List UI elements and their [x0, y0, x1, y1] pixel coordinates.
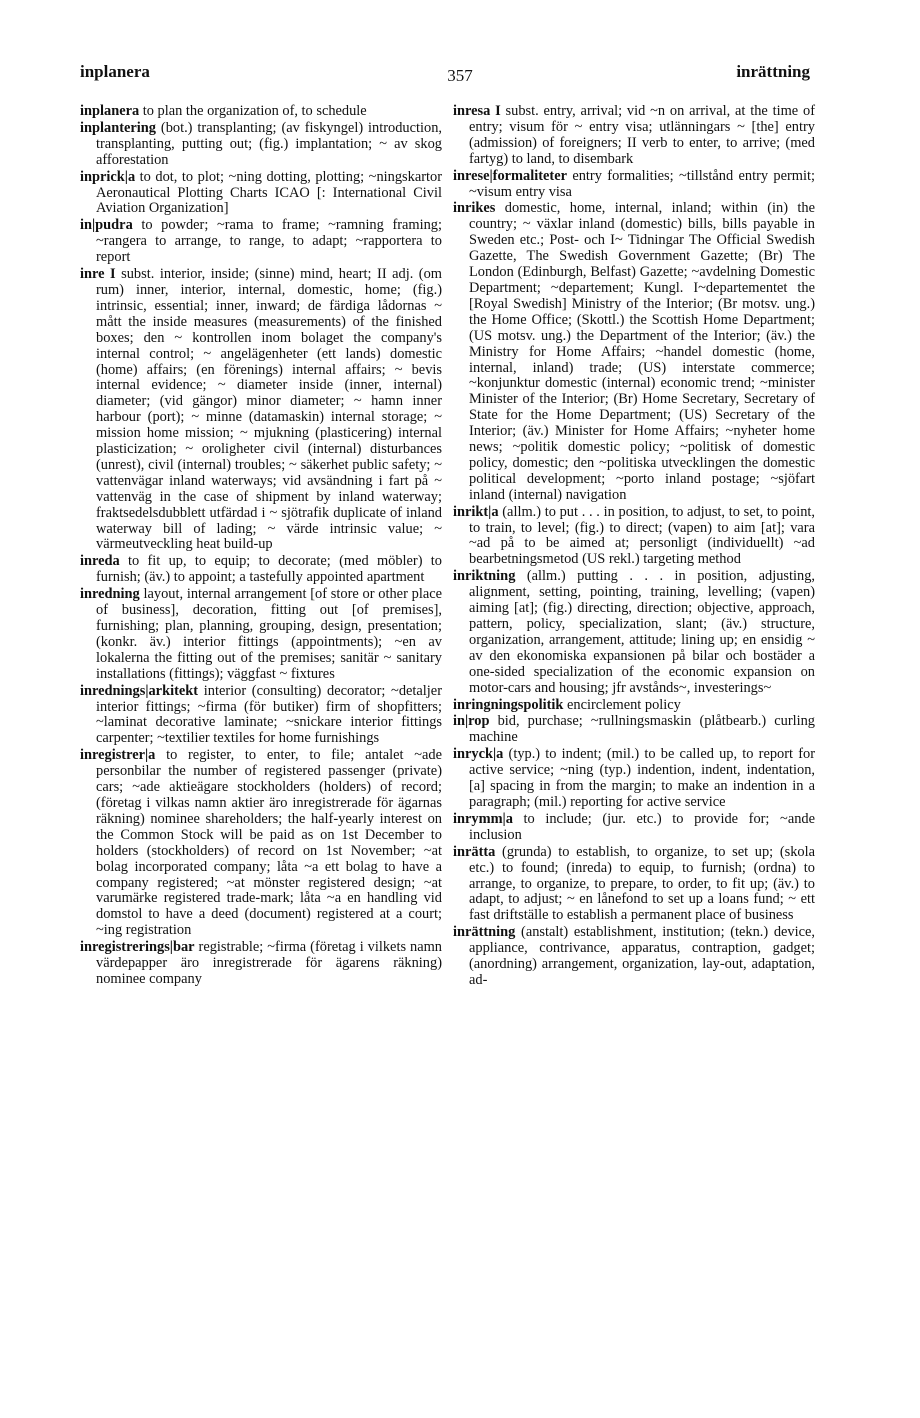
definition: bid, purchase; ~rullningsmaskin (plåtbearb.) curling machine: [469, 713, 815, 746]
right-column: [453, 104, 815, 990]
entry: [453, 747, 815, 811]
headword: inrättning: [453, 924, 516, 941]
definition: (bot.) transplanting; (av fiskyngel) introduction, transplanting, putting out; (fig.) implantation; ~ av skog afforestation: [96, 119, 442, 168]
headword: inrednings|arkitekt: [80, 682, 199, 699]
entry: [453, 714, 815, 746]
page-number: 357: [447, 66, 473, 85]
entry: [453, 925, 815, 989]
left-guide-word: inplanera: [80, 62, 150, 81]
headword: inrikt|a: [453, 503, 499, 520]
definition: registrable; ~firma (företag i vilkets namn värdepapper äro inregistrerade för ägarens räkning) nominee company: [96, 939, 442, 987]
entry: [80, 554, 442, 586]
definition: to fit up, to equip; to decorate; (med möbler) to furnish; (äv.) to appoint; a tastefully appointed apartment: [96, 553, 442, 586]
definition: to powder; ~rama to frame; ~ramning framing; ~rangera to arrange, to range, to adapt; ~rapportera to report: [96, 217, 442, 266]
entry: [80, 940, 442, 988]
entry: [80, 104, 442, 120]
headword: inriktning: [453, 568, 516, 585]
entry: [453, 505, 815, 569]
definition: to dot, to plot; ~ning dotting, plotting; ~ningskartor Aeronautical Plotting Charts ICAO [: International Civil Aviation Organization]: [96, 168, 442, 217]
definition: interior (consulting) decorator; ~detaljer interior fittings; ~firma (för butiker) firm of shopfitters; ~laminat decorative laminate; ~snickare interior fittings carpenter; ~textilier textiles for home furnishings: [96, 682, 442, 747]
headword: inplantering: [80, 119, 156, 136]
headword: inregistrer|a: [80, 747, 156, 764]
headword: inregistrerings|bar: [80, 939, 195, 956]
definition: layout, internal arrangement [of store or other place of business], decoration, fitting out [of premises], furnishing; plan, planning, grouping, design, presentation; (konkr. äv.) interior fittings (appointments); ~en av lokalerna the fitting out of the premises; sanitär ~ sanitary installations (fittings); väggfast ~ fixtures: [96, 586, 442, 682]
definition: to include; (jur. etc.) to provide for; ~ande inclusion: [469, 810, 815, 843]
definition: subst. interior, inside; (sinne) mind, heart; II adj. (om rum) inner, interior, internal, domestic, home; (fig.) intrinsic, essential; inner, inward; de färdiga lådornas ~ mått the inside measures (measurements) of the finished boxes; den ~ kontrollen inom bolaget the company's internal control; ~ angelägenheter (ett lands) domestic (home) affairs; (en förenings) internal affairs; ~ bevis internal evidence; ~ diameter inside (inner, internal) diameter; (vid gängor) minor diameter; ~ hamn inner harbour (port); ~ minne (datamaskin) internal storage; ~ mission home mission; ~ mjukning (plasticering) internal plasticization; ~ oroligheter civil (internal) disturbances (unrest), civil (internal) troubles; ~ säkerhet public safety; ~ vattenvägar inland waterways; vid avsändning i fart på ~ vattenväg in the case of shipment by inland waterway; fraktsedelsdubblett utfärdad i ~ sjötrafik duplicate of inland waterway bill of lading; ~ värde intrinsic value; ~ värmeutveckling heat build-up: [96, 266, 442, 553]
definition: (typ.) to indent; (mil.) to be called up, to report for active service; ~ning (typ.) indention, indent, indentation, [a] spacing in from the margin; to make an indention in a paragraph; (mil.) reporting for active service: [469, 746, 815, 810]
headword: inprick|a: [80, 168, 136, 185]
entry: [453, 812, 815, 844]
entry: [80, 218, 442, 266]
left-column: [80, 104, 442, 989]
headword: in|rop: [453, 713, 490, 730]
definition: entry formalities; ~tillstånd entry permit; ~visum entry visa: [469, 167, 815, 200]
definition: domestic, home, internal, inland; within (in) the country; ~ växlar inland (domestic) bills, bills payable in Sweden etc.; Post- och I~ Tidningar The Official Swedish Gazette, The Swedish Government Gazette; (Br) The London (Edinburgh, Belfast) Gazette; ~avdelning Domestic Department; ~departement; Kungl. I~departementet the [Royal Swedish] Ministry of the Interior; (Br motsv. ung.) the Home Office; (Skottl.) the Scottish Home Department; (US motsv. ung.) the Department of the Interior; (äv.) the Ministry for Home Affairs; ~handel domestic (home, internal, inland) trade; (US) interstate commerce; ~konjunktur domestic (internal) economic trend; ~minister Minister of the Interior; (Br) Home Secretary, Secretary of State for the Home Department; (US) Secretary of the Interior; (äv.) Minister for Home Affairs; ~nyheter home news; ~politik domestic policy; ~politisk of domestic policy, domestic; den ~politiska utvecklingen the domestic political development; ~porto inland postage; ~sjöfart inland (internal) navigation: [469, 200, 815, 503]
headword: inreda: [80, 553, 120, 570]
entry: [80, 170, 442, 218]
entry: [453, 104, 815, 168]
headword: inringningspolitik: [453, 696, 564, 713]
entry: [453, 569, 815, 696]
entry: [453, 698, 815, 714]
definition: to register, to enter, to file; antalet ~ade personbilar the number of registered passenger (private) cars; ~ade aktieägare stockholders (holders) of record; (företag i vilkas namn aktier äro inregistrerade för ägarnas räkning) nominee shareholders; the half-yearly interest on the Common Stock will be paid as on 1st December to holders (stockholders) of record on 1st November; ~at bolag incorporated company; låta ~a ett bolag to have a company registered; ~at mönster registered design; ~at varumärke registered trade-mark; låta ~a en handling vid domstol to have a deed (document) registered at a court; ~ing registration: [96, 747, 442, 939]
headword: inrese|formaliteter: [453, 167, 567, 184]
headword: inrymm|a: [453, 810, 513, 827]
headword: inredning: [80, 586, 140, 603]
entry: [453, 201, 815, 503]
entry: [80, 587, 442, 682]
definition: subst. entry, arrival; vid ~n on arrival, at the time of entry; visum för ~ entry visa; utlänningars ~ [the] entry (admission) of foreigners; II verb to enter, to arrive; (med fartyg) to land, to disembark: [469, 103, 815, 167]
headword: inryck|a: [453, 746, 504, 763]
definition: (allm.) putting . . . in position, adjusting, alignment, setting, pointing, training, levelling; (vapen) aiming [at]; (fig.) directing, direction; objective, approach, pattern, policy, specialization, slant; (äv.) structure, organization, arrangement, attitude; lining up; en ensidig ~ av den ekonomiska expansionen på bilar och bostäder a one-sided specialization of the economic expansion on motor-cars and housing; jfr avstånds~, investerings~: [469, 568, 815, 696]
definition: (anstalt) establishment, institution; (tekn.) device, appliance, contrivance, apparatus, contraption, gadget; (anordning) arrangement, organization, lay-out, adaptation, ad-: [469, 924, 815, 988]
entry: [80, 267, 442, 553]
right-guide-word: inrättning: [736, 62, 810, 81]
headword: inrikes: [453, 200, 496, 217]
headword: inresa I: [453, 103, 501, 119]
headword: inre I: [80, 266, 116, 283]
headword: inrätta: [453, 843, 496, 860]
entry: [453, 845, 815, 925]
definition: to plan the organization of, to schedule: [139, 103, 367, 119]
entry: [80, 748, 442, 939]
definition: (grunda) to establish, to organize, to set up; (skola etc.) to found; (inreda) to equip, to furnish; (ordna) to arrange, to organize, to prepare, to order, to fit up; (äv.) to adapt, to adjust; ~ en lånefond to set up a loans fund; ~ ett fast driftställe to establish a permanent place of business: [469, 843, 815, 924]
headword: in|pudra: [80, 217, 133, 234]
definition: encirclement policy: [563, 696, 681, 713]
entry: [80, 121, 442, 169]
entry: [453, 169, 815, 201]
headword: inplanera: [80, 103, 140, 119]
entry: [80, 684, 442, 748]
definition: (allm.) to put . . . in position, to adjust, to set, to point, to train, to level; (fig.) to direct; (vapen) to aim [at]; vara ~ad på to be aimed at; personligt (individuellt) ~ad bearbetningsmetod (US rekl.) targeting method: [469, 503, 815, 568]
